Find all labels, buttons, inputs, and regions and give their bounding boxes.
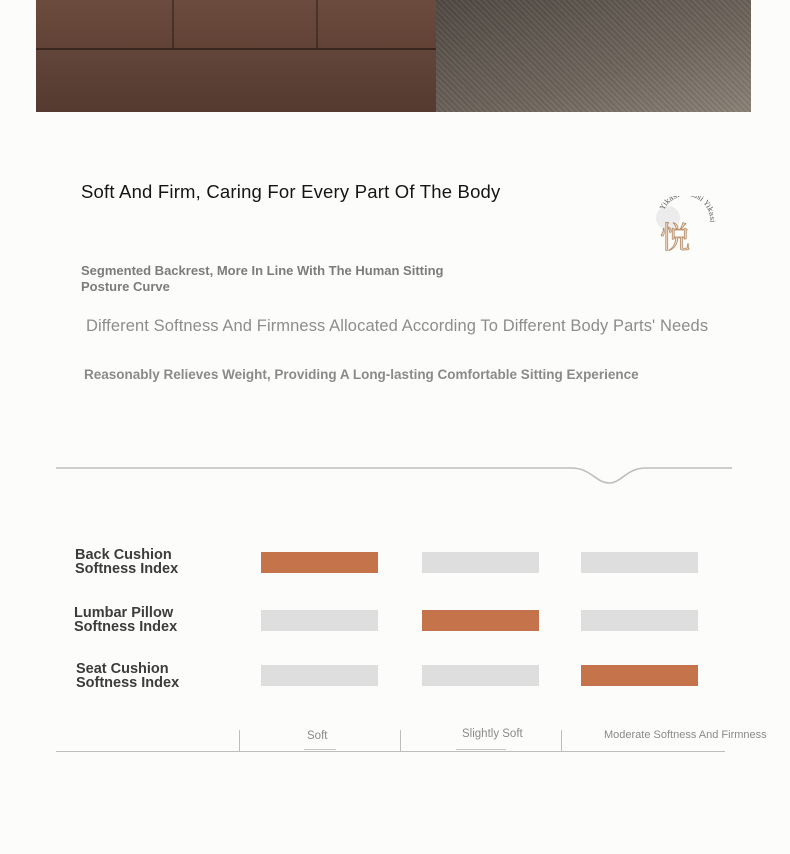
feature-weight-relief: Reasonably Relieves Weight, Providing A Long-lasting Comfortable Sitting Experience: [84, 367, 639, 382]
bar-back-soft: [261, 552, 378, 573]
scale-tick: [561, 730, 562, 751]
scale-underline: [304, 749, 336, 750]
bar-lumbar-moderate: [581, 610, 698, 631]
bar-back-slightly-soft: [422, 552, 539, 573]
scale-label-slightly-soft: Slightly Soft: [462, 728, 523, 740]
scale-axis-line: [56, 751, 725, 752]
wave-divider: [56, 460, 732, 490]
hero-sofa-image: [36, 0, 751, 112]
feature-softness-allocation: Different Softness And Firmness Allocated According To Different Body Parts' Needs: [86, 317, 709, 335]
scale-label-soft: Soft: [307, 730, 328, 742]
logo-ring-text: Yikas si Yikasi: [658, 196, 716, 223]
feature-segmented-backrest: Segmented Backrest, More In Line With The Human Sitting Posture Curve: [81, 263, 444, 294]
bar-lumbar-slightly-soft: [422, 610, 539, 631]
bar-seat-moderate: [581, 665, 698, 686]
carpet-texture: [436, 0, 751, 112]
section-title: Soft And Firm, Caring For Every Part Of The Body: [81, 181, 501, 202]
row-label-seat-cushion: Seat Cushion Softness Index: [76, 661, 180, 691]
bar-lumbar-soft: [261, 610, 378, 631]
sofa-leather: [36, 0, 436, 112]
sofa-base: [36, 48, 436, 112]
yikasi-logo-icon: [650, 196, 716, 258]
scale-underline: [456, 749, 506, 750]
row-label-back-cushion: Back Cushion Softness Index: [75, 547, 179, 577]
row-label-lumbar-pillow: Lumbar Pillow Softness Index: [74, 605, 178, 635]
logo-glyph: 悦: [660, 221, 690, 256]
scale-label-moderate: Moderate Softness And Firmness: [604, 729, 767, 741]
bar-back-moderate: [581, 552, 698, 573]
bar-seat-soft: [261, 665, 378, 686]
scale-tick: [239, 730, 240, 751]
scale-tick: [400, 730, 401, 751]
bar-seat-slightly-soft: [422, 665, 539, 686]
